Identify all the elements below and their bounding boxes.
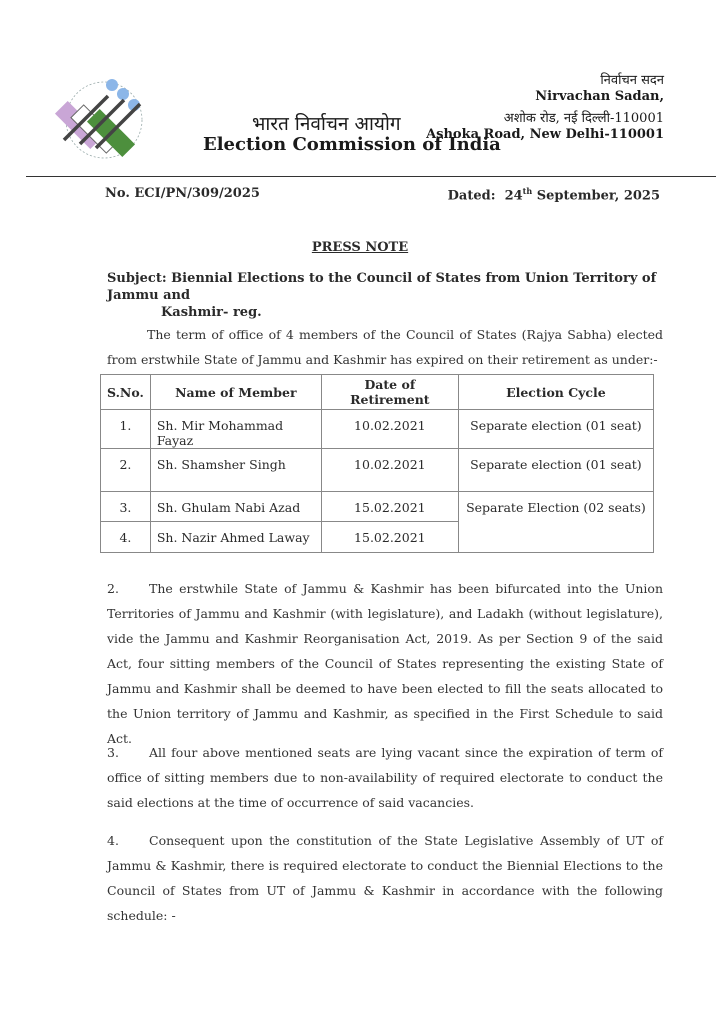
row-cycle: Separate election (01 seat)	[458, 410, 653, 449]
press-note-title: PRESS NOTE	[311, 240, 409, 255]
address-hindi-line2: अशोक रोड, नई दिल्ली-110001	[503, 111, 664, 126]
reference-number: No. ECI/PN/309/2025	[105, 186, 260, 201]
header-sno: S.No.	[101, 375, 151, 410]
row-name: Sh. Mir Mohammad Fayaz	[150, 410, 321, 449]
paragraph-text: The erstwhile State of Jammu & Kashmir has been bifurcated into the Union Territories of Jammu and Kashmir (with legislature), and Ladakh (without legislature), vide the Jammu and Kashmir Reorganisation Act, 2019. As per Section 9 of the said Act, four sitting members of the Council of States representing the existing State of Jammu and Kashmir shall be deemed to have been elected to fill the seats allocated to the Union territory of Jammu and Kashmir, as specified in the First Schedule to said Act.	[107, 581, 663, 746]
row-sno: 3.	[101, 492, 151, 522]
english-title: Election Commission of India	[203, 134, 501, 155]
table-row	[101, 492, 654, 522]
dated-line	[448, 186, 660, 203]
date-day: 24	[504, 188, 523, 204]
intro-paragraph	[107, 322, 663, 372]
paragraph-text: All four above mentioned seats are lying vacant since the expiration of term of office of sitting members due to non-availability of required electorate to conduct the said elections at the time of occurrence of said vacancies.	[107, 745, 663, 810]
intro-text: The term of office of 4 members of the Council of States (Rajya Sabha) elected from erstwhile State of Jammu and Kashmir has expired on their retirement as under:-	[107, 327, 663, 367]
header-date: Date of Retirement	[321, 375, 458, 410]
date-rest: September, 2025	[536, 188, 660, 204]
paragraph-4	[107, 828, 663, 928]
row-name: Sh. Ghulam Nabi Azad	[150, 492, 321, 522]
row-date: 15.02.2021	[321, 492, 458, 522]
header-cycle: Election Cycle	[458, 375, 653, 410]
hindi-title: भारत निर्वाचन आयोग	[252, 113, 401, 135]
row-cycle: Separate Election (02 seats)	[458, 492, 653, 553]
header-name: Name of Member	[150, 375, 321, 410]
dated-label: Dated:	[447, 188, 496, 204]
row-sno: 4.	[101, 522, 151, 553]
row-cycle: Separate election (01 seat)	[458, 449, 653, 492]
paragraph-number: 3.	[107, 745, 119, 760]
row-sno: 1.	[101, 410, 151, 449]
subject-line1: Subject: Biennial Elections to the Council of States from Union Territory of Jammu and	[107, 271, 657, 303]
subject-line2: Kashmir- reg.	[161, 305, 262, 320]
table-header-row	[101, 375, 654, 410]
row-date: 10.02.2021	[321, 449, 458, 492]
paragraph-2	[107, 576, 663, 751]
row-date: 15.02.2021	[321, 522, 458, 553]
paragraph-number: 4.	[107, 833, 119, 848]
members-table	[100, 374, 654, 553]
header-divider	[26, 176, 716, 177]
address-english-line2: Ashoka Road, New Delhi-110001	[426, 127, 664, 142]
address-hindi-line1: निर्वाचन सदन	[600, 73, 664, 88]
paragraph-number: 2.	[107, 581, 119, 596]
paragraph-text: Consequent upon the constitution of the State Legislative Assembly of UT of Jammu & Kashmir, there is required electorate to conduct the Biennial Elections to the Council of States from UT of Jammu & Kashmir in accordance with the following schedule: -	[107, 833, 663, 923]
eci-logo-icon	[52, 72, 156, 162]
row-name: Sh. Shamsher Singh	[150, 449, 321, 492]
row-date: 10.02.2021	[321, 410, 458, 449]
row-name: Sh. Nazir Ahmed Laway	[150, 522, 321, 553]
table-row	[101, 410, 654, 449]
address-english-line1: Nirvachan Sadan,	[535, 89, 664, 104]
subject	[107, 270, 667, 321]
table-row	[101, 449, 654, 492]
row-sno: 2.	[101, 449, 151, 492]
date-suffix: th	[522, 186, 533, 196]
paragraph-3	[107, 740, 663, 815]
